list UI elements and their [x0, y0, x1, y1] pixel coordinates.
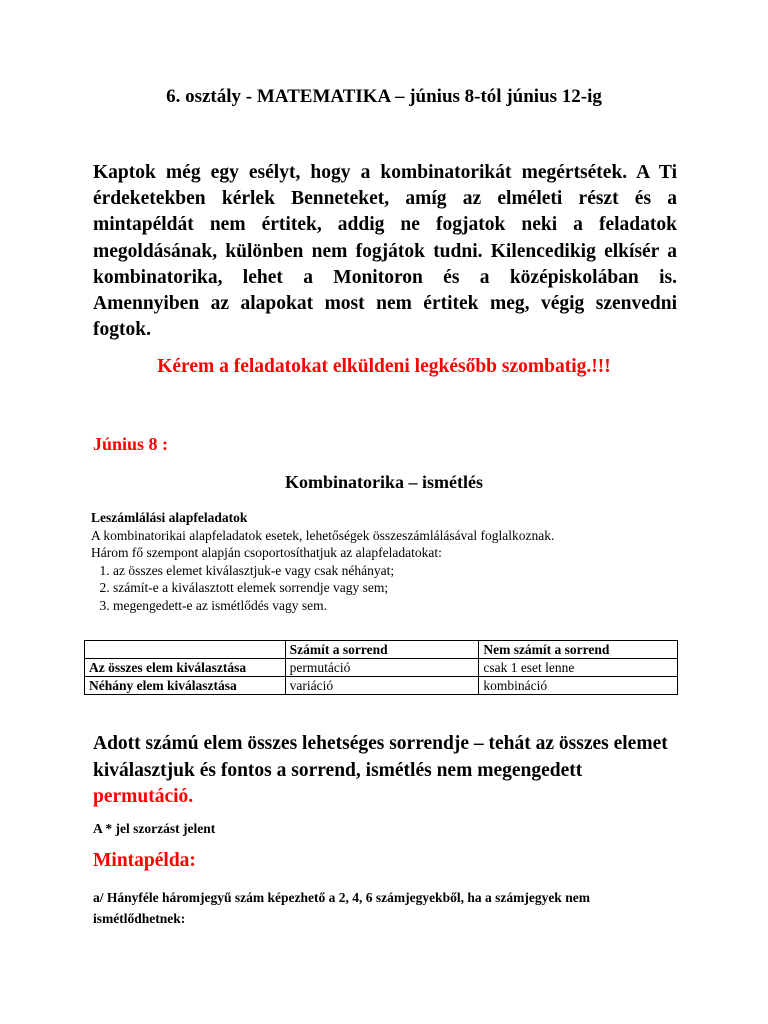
example-heading: Mintapélda:	[93, 850, 196, 871]
criteria-item: 2. számít-e a kiválasztott elemek sorrendje vagy sem;	[113, 579, 691, 597]
table-row-label: Néhány elem kiválasztása	[85, 677, 286, 695]
classification-table	[84, 640, 678, 695]
permutation-term: permutáció.	[93, 786, 194, 807]
table-header-row	[85, 641, 678, 659]
section-title: Kombinatorika – ismétlés	[285, 472, 483, 492]
table-cell: permutáció	[285, 659, 479, 677]
criteria-item: 1. az összes elemet kiválasztjuk-e vagy csak néhányat;	[113, 562, 691, 580]
basics-block	[91, 509, 691, 614]
multiplication-note: A * jel szorzást jelent	[93, 821, 216, 836]
permutation-definition	[93, 731, 683, 811]
intro-paragraph: Kaptok még egy esélyt, hogy a kombinatorikát megértsétek. A Ti érdeketekben kérlek Benneteket, amíg az elméleti részt és a mintapéldát nem értitek, addig ne fogjatok neki a feladatok megoldásának, különben nem fogjátok tudni. Kilencedikig elkísér a kombinatorika, lehet a Monitoron és a középiskolában is. Amennyiben az alapokat most nem értitek meg, végig szenvedni fogtok.	[93, 162, 677, 341]
table-cell: variáció	[285, 677, 479, 695]
table-header-cell	[85, 641, 286, 659]
deadline-notice: Kérem a feladatokat elküldeni legkésőbb szombatig.!!!	[157, 356, 611, 377]
table-row	[85, 659, 678, 677]
table-header-cell: Nem számít a sorrend	[479, 641, 678, 659]
table-cell: csak 1 eset lenne	[479, 659, 678, 677]
document-title: 6. osztály - MATEMATIKA – június 8-tól június 12-ig	[166, 86, 602, 107]
table-row	[85, 677, 678, 695]
basics-line: A kombinatorikai alapfeladatok esetek, lehetőségek összeszámlálásával foglalkoznak.	[91, 527, 555, 543]
table-row-label: Az összes elem kiválasztása	[85, 659, 286, 677]
example-task: a/ Hányféle háromjegyű szám képezhető a 2, 4, 6 számjegyekből, ha a számjegyek nem ismétlődhetnek:	[93, 890, 590, 926]
permutation-text: Adott számú elem összes lehetséges sorrendje – tehát az összes elemet kiválasztjuk és fontos a sorrend, ismétlés nem megengedett	[93, 733, 668, 781]
criteria-item: 3. megengedett-e az ismétlődés vagy sem.	[113, 597, 691, 615]
basics-line: Három fő szempont alapján csoportosíthatjuk az alapfeladatokat:	[91, 545, 442, 560]
table-cell: kombináció	[479, 677, 678, 695]
table-header-cell: Számít a sorrend	[285, 641, 479, 659]
basics-subtitle: Leszámlálási alapfeladatok	[91, 510, 248, 525]
date-heading: Június 8 :	[93, 434, 169, 454]
criteria-list	[91, 562, 691, 615]
